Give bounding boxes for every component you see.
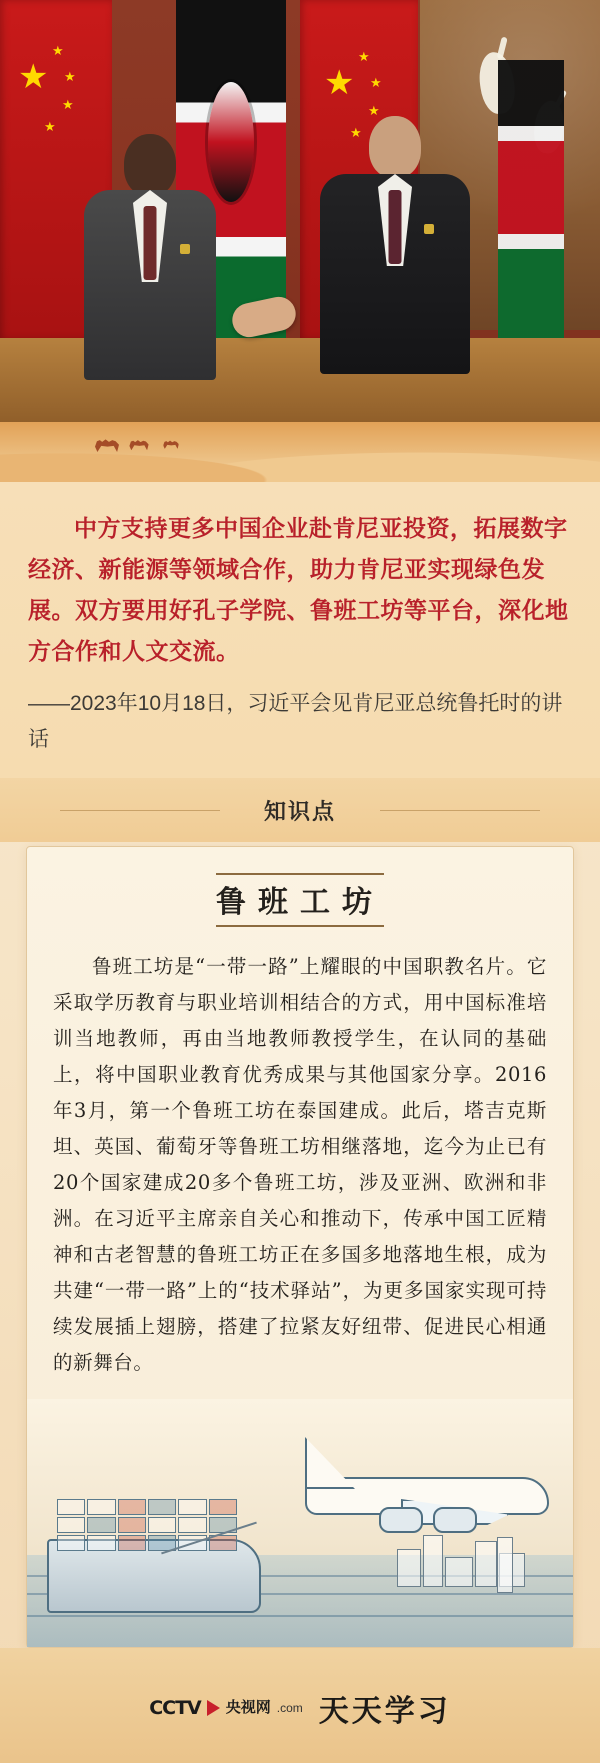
lapel-pin-icon [424, 224, 434, 234]
cctv-cn-name: 央视网 [225, 1698, 271, 1716]
knowledge-card [26, 846, 574, 1648]
divider-line-left [60, 810, 220, 811]
person-kenyan-president [60, 128, 240, 396]
star-icon: ★ [368, 103, 380, 118]
divider-line-right [380, 810, 540, 811]
camel-icon [129, 436, 148, 450]
knowledge-section-label: 知识点 [263, 798, 336, 824]
lapel-pin-icon [180, 244, 190, 254]
dune-divider [0, 422, 600, 482]
camel-icon [95, 434, 119, 452]
camel-caravan-icon [95, 434, 183, 452]
star-icon: ★ [358, 49, 370, 64]
wave-line [27, 1615, 573, 1617]
cctv-logo [149, 1697, 303, 1719]
star-icon: ★ [64, 69, 76, 84]
star-icon: ★ [18, 58, 49, 96]
star-icon: ★ [324, 64, 355, 102]
hero-photo [0, 0, 600, 430]
quote-section [0, 482, 600, 778]
star-icon: ★ [62, 97, 74, 112]
star-icon: ★ [52, 43, 64, 58]
city-skyline-icon [397, 1517, 547, 1587]
control-tower-icon [497, 1537, 513, 1593]
star-icon: ★ [350, 125, 362, 140]
card-title: 鲁班工坊 [216, 873, 384, 927]
star-icon: ★ [44, 119, 56, 134]
illustration [27, 1399, 573, 1647]
kenya-flag [498, 60, 564, 360]
suit-body [320, 174, 470, 374]
brand-name: 天天学习 [318, 1694, 451, 1729]
cctv-domain: .com [276, 1701, 303, 1715]
quote-text: 中方支持更多中国企业赴肯尼亚投资，拓展数字经济、新能源等领域合作，助力肯尼亚实现绿色发展。双方要用好孔子学院、鲁班工坊等平台，深化地方合作和人文交流。 [28, 515, 569, 664]
head [369, 116, 421, 178]
footer [0, 1648, 600, 1763]
camel-icon [163, 437, 179, 449]
head [124, 134, 176, 196]
star-icon: ★ [370, 75, 382, 90]
necktie [389, 190, 402, 264]
person-chinese-president [300, 116, 490, 396]
cctv-wordmark: CCTV [149, 1697, 201, 1719]
quote-attribution: ——2023年10月18日，习近平会见肯尼亚总统鲁托时的讲话 [28, 692, 563, 751]
card-body-text: 鲁班工坊是“一带一路”上耀眼的中国职教名片。它采取学历教育与职业培训相结合的方式，用中国标准培训当地教师，再由当地教师教授学生，在认同的基础上，将中国职业教育优秀成果与其他国家分享。2016年3月，第一个鲁班工坊在泰国建成。此后，塔吉克斯坦、英国、葡萄牙等鲁班工坊相继落地，迄今为止已有20个国家建成20多个鲁班工坊，涉及亚洲、欧洲和非洲。在习近平主席亲自关心和推动下，传承中国工匠精神和古老智慧的鲁班工坊正在多国多地落地生根，成为共建“一带一路”上的“技术驿站”，为更多国家实现可持续发展插上翅膀，搭建了拉紧友好纽带、促进民心相通的新舞台。 [53, 955, 547, 1374]
knowledge-section-header [0, 778, 600, 842]
cctv-red-triangle-icon [207, 1700, 220, 1716]
shipping-containers-icon [57, 1499, 237, 1551]
suit-body [84, 190, 216, 380]
card-title-row [53, 873, 547, 949]
necktie [144, 206, 157, 280]
